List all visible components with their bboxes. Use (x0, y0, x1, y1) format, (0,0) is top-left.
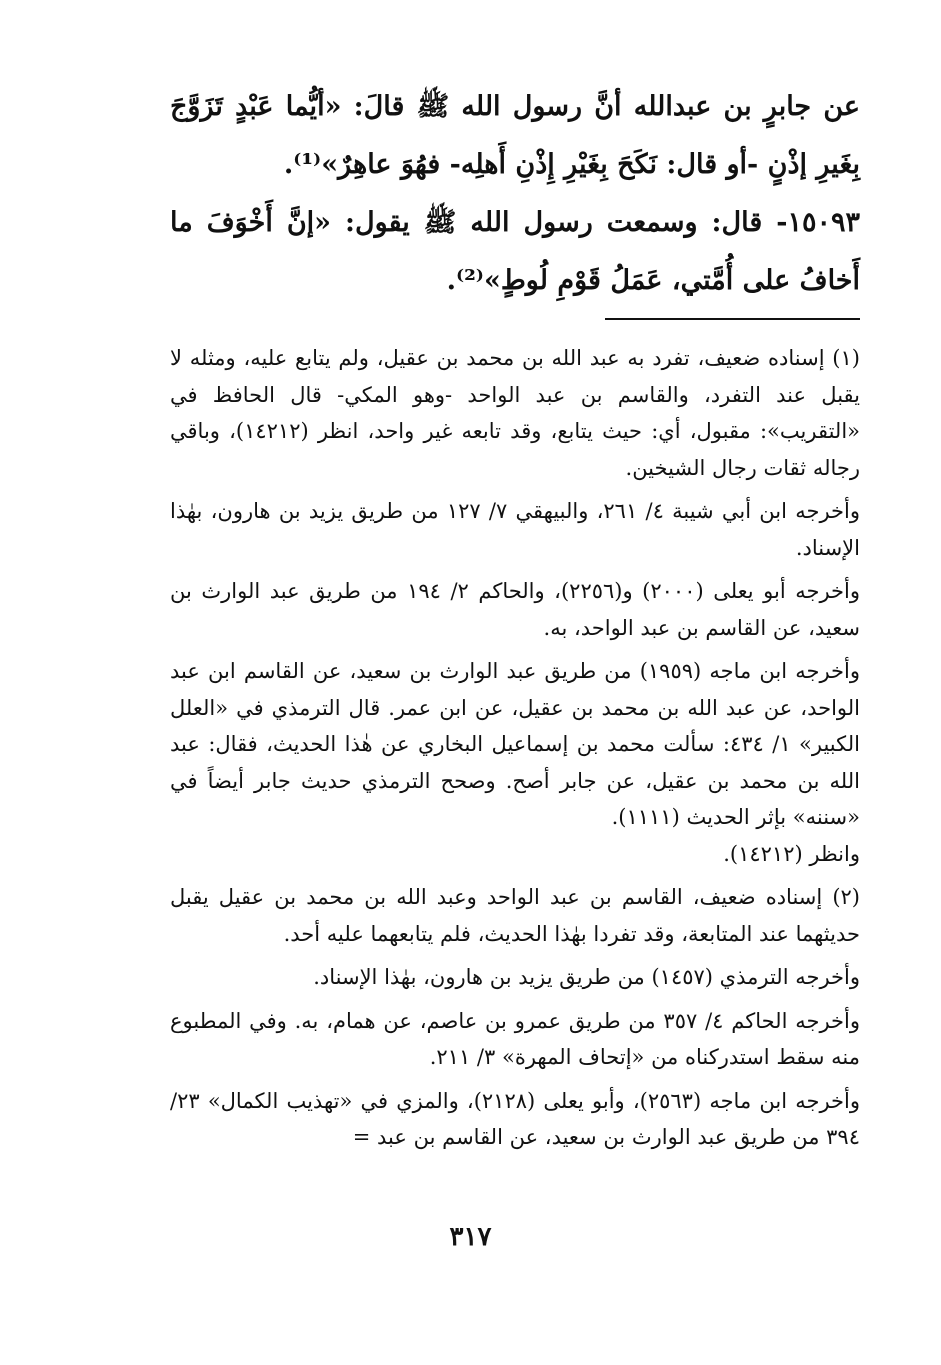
footnote-divider (605, 318, 860, 320)
footnote-paragraph: وأخرجه ابن أبي شيبة ٤/ ٢٦١، والبيهقي ٧/ ١٢٧ من طريق يزيد بن هارون، بهٰذا الإسناد. (170, 499, 860, 560)
footnotes (170, 340, 860, 1156)
page-number: ٣١٧ (449, 1222, 492, 1252)
hadith-paragraph-2: ١٥٠٩٣- قال: وسمعت رسول الله ﷺ يقول: «إنَّ أَخْوَفَ ما أَخافُ على أُمَّتي، عَمَلُ قَوْمِ لُوطٍ»⁽²⁾. (170, 207, 860, 296)
footnote-divider-wrap (170, 310, 860, 340)
footnote-1: (١) إسناده ضعيف، تفرد به عبد الله بن محمد بن عقيل، ولم يتابع عليه، ومثله لا يقبل عند التفرد، والقاسم بن عبد الواحد -وهو المكي- قال الحافظ في «التقريب»: مقبول، أي: حيث يتابع، وقد تابعه غير واحد، انظر (١٤٢١٢)، وباقي رجاله ثقات رجال الشيخين. (170, 346, 860, 480)
hadith-paragraph-1: عن جابرٍ بن عبدالله أنَّ رسول الله ﷺ قالَ: «أيُّما عَبْدٍ تَزَوَّجَ بِغَيرِ إذْنٍ -أو قال: نَكَحَ بِغَيْرِ إِذْنِ أَهلِه- فهُوَ عاهِرٌ»⁽¹⁾. (170, 91, 860, 180)
footnote-paragraph: وأخرجه الترمذي (١٤٥٧) من طريق يزيد بن هارون، بهٰذا الإسناد. (313, 965, 860, 989)
footnote-paragraph: وأخرجه ابن ماجه (٢٥٦٣)، وأبو يعلى (٢١٢٨)، والمزي في «تهذيب الكمال» ٢٣/ ٣٩٤ من طريق عبد الوارث بن سعيد، عن القاسم بن عبد = (170, 1088, 861, 1149)
footnote-2: (٢) إسناده ضعيف، القاسم بن عبد الواحد وعبد الله بن محمد بن عقيل يقبل حديثهما عند المتابعة، وقد تفردا بهٰذا الحديث، فلم يتابعهما عليه أحد. (170, 885, 860, 946)
page-content (170, 78, 860, 1156)
footnote-paragraph: وأخرجه ابن ماجه (١٩٥٩) من طريق عبد الوارث بن سعيد، عن القاسم ابن عبد الواحد، عن عبد الله بن محمد بن عقيل، عن ابن عمر. قال الترمذي في «العلل الكبير» ١/ ٤٣٤: سألت محمد بن إسماعيل البخاري عن هٰذا الحديث، فقال: عبد الله بن محمد بن عقيل، عن جابر أصح. وصحح الترمذي حديث جابر أيضاً في «سننه» بإثر الحديث (١١١١). (170, 659, 860, 829)
hadith-text (170, 78, 860, 310)
footnote-paragraph: وأخرجه الحاكم ٤/ ٣٥٧ من طريق عمرو بن عاصم، عن همام، به. وفي المطبوع منه سقط استدركناه من «إتحاف المهرة» ٣/ ٢١١. (170, 1008, 860, 1069)
footnote-paragraph: وأخرجه أبو يعلى (٢٠٠٠) و(٢٢٥٦)، والحاكم ٢/ ١٩٤ من طريق عبد الوارث بن سعيد، عن القاسم بن عبد الواحد، به. (170, 579, 861, 640)
footnote-paragraph: وانظر (١٤٢١٢). (723, 841, 860, 866)
